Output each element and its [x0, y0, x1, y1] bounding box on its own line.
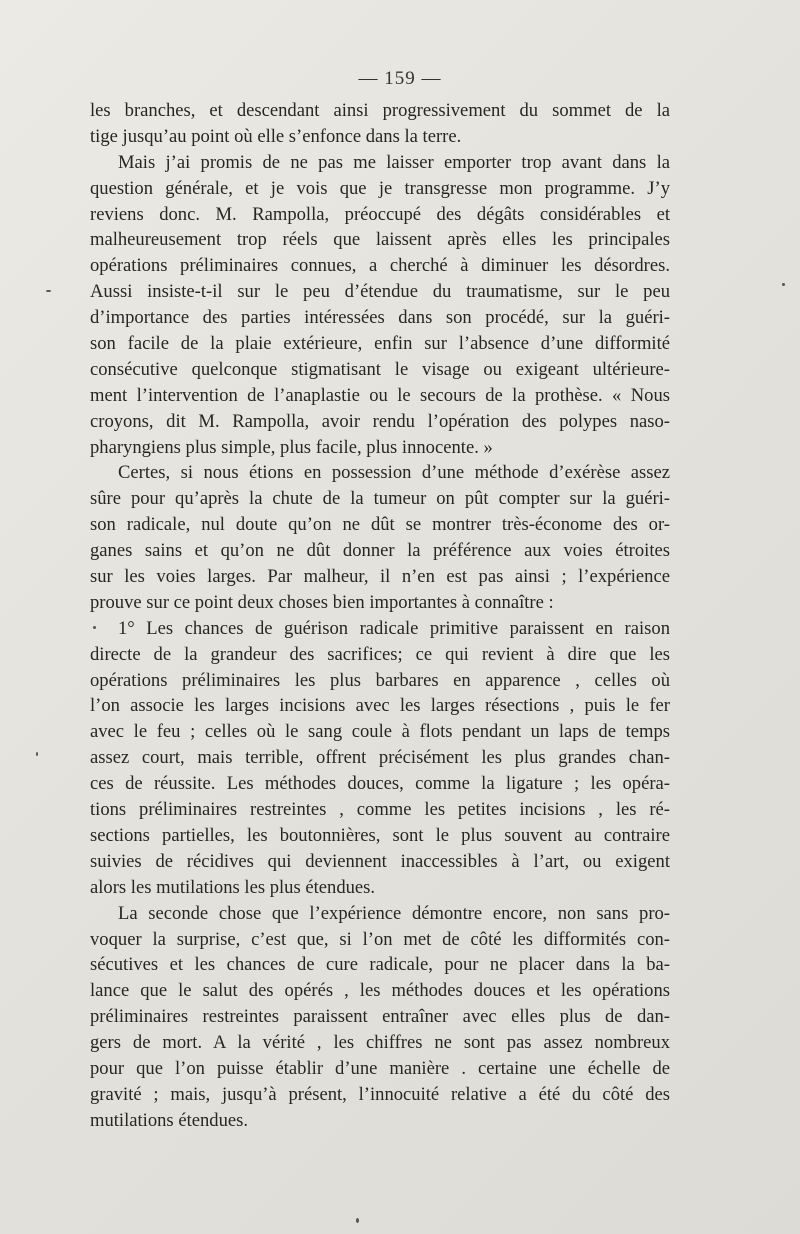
text-line: alors les mutilations les plus étendues.	[90, 876, 376, 898]
page-number: — 159 —	[358, 68, 442, 89]
text-line: 1° Les chances de guérison radicale primitive paraissent en raison	[118, 617, 670, 639]
text-line: ganes sains et qu’on ne dût donner la préférence aux voies étroites	[90, 540, 670, 562]
text-line: pour que l’on puisse établir d’une manière . certaine une échelle de	[90, 1057, 670, 1079]
text-line: lance que le salut des opérés , les méthodes douces et les opérations	[90, 980, 670, 1002]
text-line: gers de mort. A la vérité , les chiffres ne sont pas assez nombreux	[90, 1032, 670, 1054]
text-line: tions préliminaires restreintes , comme les petites incisions , les ré-	[90, 799, 670, 821]
text-line: croyons, dit M. Rampolla, avoir rendu l’opération des polypes naso-	[90, 410, 670, 432]
text-line: mutilations étendues.	[90, 1109, 249, 1131]
text-line: tige jusqu’au point où elle s’enfonce dans la terre.	[90, 125, 462, 147]
text-line: ces de réussite. Les méthodes douces, comme la ligature ; les opéra-	[90, 773, 670, 795]
print-speck	[46, 290, 51, 292]
text-line: reviens donc. M. Rampolla, préoccupé des dégâts considérables et	[90, 203, 670, 225]
text-line: opérations préliminaires les plus barbares en apparence , celles où	[90, 669, 670, 691]
body-text	[90, 98, 670, 1134]
text-line: assez court, mais terrible, offrent précisément les plus grandes chan-	[90, 747, 670, 769]
text-line: Mais j’ai promis de ne pas me laisser emporter trop avant dans la	[118, 151, 670, 173]
text-line: sûre pour qu’après la chute de la tumeur on pût compter sur la guéri-	[90, 488, 670, 510]
text-line: ment l’intervention de l’anaplastie ou le secours de la prothèse. « Nous	[90, 384, 670, 406]
text-line: La seconde chose que l’expérience démontre encore, non sans pro-	[118, 902, 670, 924]
text-line: Aussi insiste-t-il sur le peu d’étendue du traumatisme, sur le peu	[90, 281, 670, 303]
text-line: voquer la surprise, c’est que, si l’on met de côté les difformités con-	[90, 928, 670, 950]
text-line: préliminaires restreintes paraissent entraîner avec elles plus de dan-	[90, 1006, 670, 1028]
text-line: sécutives et les chances de cure radicale, pour ne placer dans la ba-	[90, 954, 670, 976]
text-line: malheureusement trop réels que laissent après elles les principales	[90, 229, 670, 251]
text-line: l’on associe les larges incisions avec les larges résections , puis le fer	[90, 695, 670, 717]
text-line: gravité ; mais, jusqu’à présent, l’innocuité relative a été du côté des	[90, 1083, 670, 1105]
text-line: prouve sur ce point deux choses bien importantes à connaître :	[90, 591, 554, 613]
print-speck	[36, 752, 38, 756]
text-line: sections partielles, les boutonnières, sont le plus souvent au contraire	[90, 824, 670, 846]
text-line: question générale, et je vois que je transgresse mon programme. J’y	[90, 177, 670, 199]
text-line: directe de la grandeur des sacrifices; ce qui revient à dire que les	[90, 643, 670, 665]
text-line: suivies de récidives qui deviennent inaccessibles à l’art, ou exigent	[90, 850, 670, 872]
text-line: sur les voies larges. Par malheur, il n’en est pas ainsi ; l’expérience	[90, 566, 670, 588]
text-line: d’importance des parties intéressées dans son procédé, sur la guéri-	[90, 307, 670, 329]
text-line: son radicale, nul doute qu’on ne dût se montrer très-économe des or-	[90, 514, 670, 536]
text-line: son facile de la plaie extérieure, enfin sur l’absence d’une difformité	[90, 333, 670, 355]
text-line: les branches, et descendant ainsi progressivement du sommet de la	[90, 100, 670, 121]
print-speck	[782, 283, 785, 286]
text-line: opérations préliminaires connues, a cherché à diminuer les désordres.	[90, 255, 670, 277]
text-line: consécutive quelconque stigmatisant le visage ou exigeant ultérieure-	[90, 358, 670, 380]
text-line: pharyngiens plus simple, plus facile, plus innocente. »	[90, 436, 493, 458]
print-speck	[356, 1218, 359, 1223]
text-line: avec le feu ; celles où le sang coule à flots pendant un laps de temps	[90, 721, 670, 743]
text-line: Certes, si nous étions en possession d’une méthode d’exérèse assez	[118, 462, 670, 484]
print-speck	[93, 626, 96, 629]
